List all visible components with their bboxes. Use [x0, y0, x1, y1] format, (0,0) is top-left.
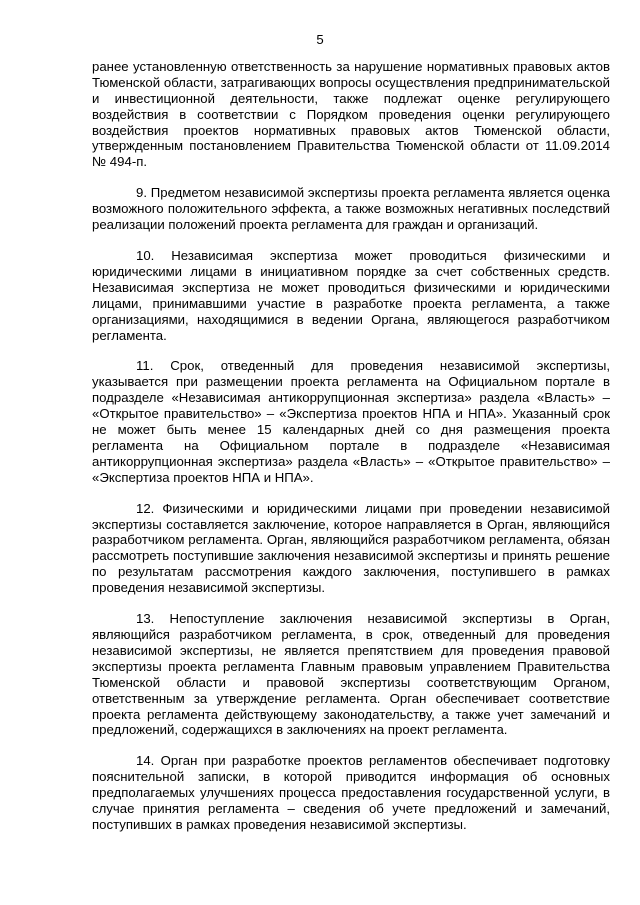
page-number: 5 [316, 32, 324, 47]
paragraph-continuation: ранее установленную ответственность за нарушение нормативных правовых актов Тюменской области, затрагивающих вопросы осуществления предпринимательской и инвестиционной деятельности, также подлежат оценке регулирующего воздействия в соответствии с Порядком проведения оценки регулирующего воздействия проектов нормативных правовых актов Тюменской области, утвержденным постановлением Правительства Тюменской области от 11.09.2014 № 494-п. [92, 58, 610, 170]
paragraph-14: 14. Орган при разработке проектов регламентов обеспечивает подготовку пояснительной записки, в которой приводится информация об основных предполагаемых улучшениях процесса предоставления государственной услуги, в случае принятия регламента – сведения об учете предложений и замечаний, поступивших в рамках проведения независимой экспертизы. [92, 753, 610, 832]
paragraph-9: 9. Предметом независимой экспертизы проекта регламента является оценка возможного положительного эффекта, а также возможных негативных последствий реализации положений проекта регламента для граждан и организаций. [92, 185, 610, 233]
paragraph-13: 13. Непоступление заключения независимой экспертизы в Орган, являющийся разработчиком регламента, в срок, отведенный для проведения независимой экспертизы, не является препятствием для проведения правовой экспертизы проекта регламента Главным правовым управлением Правительства Тюменской области и правовой экспертизы соответствующим Органом, ответственным за утверждение регламента. Орган обеспечивает соответствие проекта регламента действующему законодательству, а также учет замечаний и предложений, содержащихся в заключениях на проект регламента. [92, 611, 610, 738]
paragraph-12: 12. Физическими и юридическими лицами при проведении независимой экспертизы составляется заключение, которое направляется в Орган, являющийся разработчиком регламента. Орган, являющийся разработчиком регламента, обязан рассмотреть поступившие заключения независимой экспертизы и принять решение по результатам рассмотрения каждого заключения, поступившего в рамках проведения независимой экспертизы. [92, 500, 610, 596]
paragraph-11: 11. Срок, отведенный для проведения независимой экспертизы, указывается при размещении проекта регламента на Официальном портале в подразделе «Независимая антикоррупционная экспертиза» раздела «Власть» – «Открытое правительство» – «Экспертиза проектов НПА и НПА». Указанный срок не может быть менее 15 календарных дней со дня размещения проекта регламента на Официальном портале в подразделе «Независимая антикоррупционная экспертиза» раздела «Власть» – «Открытое правительство» – «Экспертиза проектов НПА и НПА». [92, 358, 610, 485]
paragraph-10: 10. Независимая экспертиза может проводиться физическими и юридическими лицами в инициативном порядке за счет собственных средств. Независимая экспертиза не может проводиться физическими и юридическими лицами, принимавшими участие в разработке проекта регламента, а также организациями, находящимися в ведении Органа, являющегося разработчиком регламента. [92, 247, 610, 343]
